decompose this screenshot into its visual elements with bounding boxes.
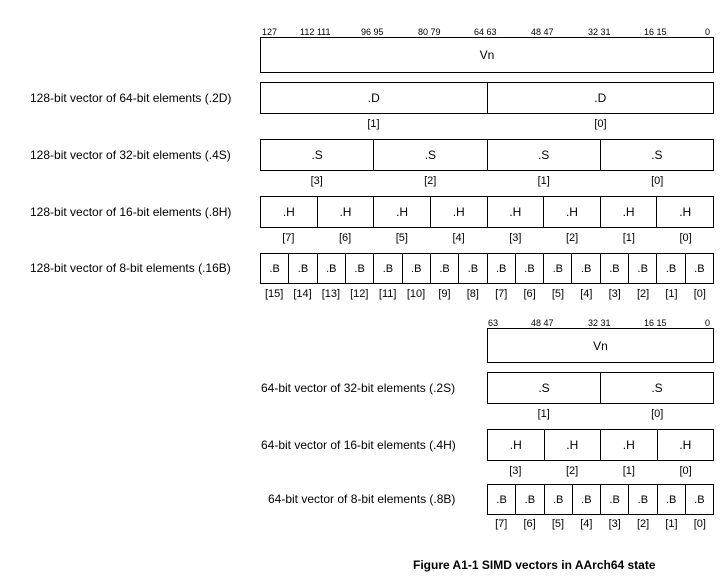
- element-index: [3]: [509, 232, 522, 244]
- bit-label: 63: [488, 318, 499, 328]
- element-cell: .B: [685, 254, 713, 283]
- vn-label: Vn: [479, 48, 495, 62]
- element-cell: .B: [487, 254, 515, 283]
- element-cell: .B: [288, 254, 316, 283]
- element-index: [7]: [495, 518, 508, 530]
- element-index: [13]: [321, 288, 341, 300]
- element-index: [1]: [622, 232, 635, 244]
- element-cell: .B: [572, 485, 600, 514]
- index-row-8b: [487, 518, 714, 530]
- element-index: [4]: [580, 518, 593, 530]
- element-cell: .S: [600, 373, 713, 403]
- element-index: [6]: [339, 232, 352, 244]
- element-index: [1]: [665, 518, 678, 530]
- element-cell: .D: [367, 91, 380, 105]
- bit-label: 16 15: [644, 27, 667, 37]
- vector-4s: [260, 139, 714, 171]
- index-row-2s: [487, 408, 714, 420]
- element-index: [1]: [622, 465, 635, 477]
- element-cell: .B: [657, 485, 685, 514]
- vn-64-register: [487, 328, 714, 363]
- element-index: [3]: [509, 465, 522, 477]
- element-cell: .S: [487, 140, 600, 170]
- element-index: [6]: [523, 518, 536, 530]
- element-index: [2]: [636, 518, 650, 530]
- bit-label: 16 15: [644, 318, 667, 328]
- element-cell: .B: [430, 254, 458, 283]
- element-cell: .H: [543, 197, 600, 227]
- element-cell: .S: [538, 381, 550, 395]
- bit-label: 96 95: [361, 27, 384, 37]
- index-row-16b: [260, 288, 714, 300]
- bit-label: 0: [705, 318, 711, 328]
- element-cell: .B: [656, 254, 684, 283]
- row-label-2s: 64-bit vector of 32-bit elements (.2S): [261, 381, 456, 395]
- element-index: [2]: [566, 465, 579, 477]
- element-index: [15]: [265, 288, 284, 300]
- element-cell: .B: [458, 254, 486, 283]
- element-index: [0]: [693, 288, 706, 300]
- element-index: [9]: [438, 288, 451, 300]
- element-index: [2]: [566, 232, 579, 244]
- element-index: [5]: [551, 288, 565, 300]
- bit-label: 48 47: [531, 27, 554, 37]
- element-index: [4]: [580, 288, 593, 300]
- bit-label: 80 79: [418, 27, 441, 37]
- element-cell: .H: [544, 430, 601, 460]
- element-index: [11]: [378, 288, 397, 300]
- element-index: [0]: [679, 465, 692, 477]
- figure-caption: Figure A1-1 SIMD vectors in AArch64 state: [413, 558, 656, 572]
- element-index: [0]: [651, 408, 664, 420]
- element-index: [2]: [636, 288, 650, 300]
- element-cell: .H: [373, 197, 430, 227]
- element-index: [0]: [594, 118, 607, 130]
- bit-label: 112 111: [300, 27, 331, 37]
- element-cell: .B: [345, 254, 373, 283]
- element-cell: .H: [430, 197, 487, 227]
- bit-label: 0: [705, 27, 711, 37]
- index-row-4h: [487, 465, 714, 477]
- element-index: [7]: [282, 232, 295, 244]
- vector-2s: [487, 372, 714, 404]
- element-cell: .B: [515, 485, 543, 514]
- element-cell: .H: [600, 197, 657, 227]
- element-cell: .B: [628, 485, 656, 514]
- bit-label: 32 31: [588, 318, 611, 328]
- element-cell: .S: [311, 148, 323, 162]
- element-cell: .H: [509, 438, 522, 452]
- element-index: [5]: [551, 518, 565, 530]
- row-label-8b: 64-bit vector of 8-bit elements (.8B): [268, 492, 456, 506]
- index-row-8h: [260, 232, 714, 244]
- element-cell: .H: [317, 197, 374, 227]
- bit-label: 64 63: [474, 27, 497, 37]
- bit-label: 48 47: [531, 318, 554, 328]
- element-index: [6]: [523, 288, 536, 300]
- vn-128-register: [260, 37, 714, 73]
- element-cell: .D: [487, 83, 714, 113]
- element-cell: .B: [544, 485, 572, 514]
- element-cell: .B: [317, 254, 345, 283]
- element-cell: .S: [600, 140, 713, 170]
- element-cell: .B: [600, 254, 628, 283]
- element-index: [0]: [651, 175, 664, 187]
- element-cell: .B: [402, 254, 430, 283]
- element-index: [1]: [537, 175, 550, 187]
- element-cell: .B: [628, 254, 656, 283]
- element-index: [0]: [693, 518, 706, 530]
- row-label-16b: 128-bit vector of 8-bit elements (.16B): [30, 261, 231, 275]
- vector-8b: [487, 484, 714, 515]
- element-cell: .B: [515, 254, 543, 283]
- row-label-8h: 128-bit vector of 16-bit elements (.8H): [30, 205, 232, 219]
- element-cell: .B: [373, 254, 401, 283]
- element-cell: .B: [685, 485, 713, 514]
- element-cell: .B: [543, 254, 571, 283]
- element-cell: .B: [571, 254, 599, 283]
- bit-label: 32 31: [588, 27, 611, 37]
- vector-16b: [260, 253, 714, 284]
- element-index: [3]: [608, 518, 621, 530]
- vector-4h: [487, 429, 714, 461]
- element-cell: .S: [373, 140, 486, 170]
- element-cell: .H: [656, 197, 713, 227]
- element-index: [10]: [406, 288, 426, 300]
- element-index: [1]: [665, 288, 678, 300]
- element-index: [3]: [608, 288, 621, 300]
- element-index: [5]: [395, 232, 408, 244]
- vector-8h: [260, 196, 714, 228]
- index-row-2d: [260, 118, 714, 130]
- element-index: [8]: [466, 288, 479, 300]
- bit-label: 127: [262, 27, 278, 37]
- element-index: [7]: [495, 288, 508, 300]
- element-cell: .B: [496, 493, 507, 506]
- element-index: [1]: [537, 408, 550, 420]
- row-label-4h: 64-bit vector of 16-bit elements (.4H): [261, 438, 456, 452]
- vector-2d: [260, 82, 714, 114]
- row-label-4s: 128-bit vector of 32-bit elements (.4S): [30, 148, 231, 162]
- element-index: [12]: [350, 288, 369, 300]
- element-cell: .H: [657, 430, 714, 460]
- element-cell: .B: [600, 485, 628, 514]
- element-index: [4]: [452, 232, 465, 244]
- index-row-4s: [260, 175, 714, 187]
- element-index: [1]: [367, 118, 380, 130]
- element-cell: .H: [600, 430, 657, 460]
- element-index: [0]: [679, 232, 692, 244]
- element-cell: .H: [282, 205, 295, 219]
- element-cell: .H: [487, 197, 544, 227]
- element-index: [3]: [310, 175, 323, 187]
- element-cell: .B: [269, 262, 280, 275]
- element-index: [14]: [293, 288, 312, 300]
- vn-label: Vn: [593, 338, 608, 353]
- element-index: [2]: [424, 175, 437, 187]
- row-label-2d: 128-bit vector of 64-bit elements (.2D): [30, 91, 232, 105]
